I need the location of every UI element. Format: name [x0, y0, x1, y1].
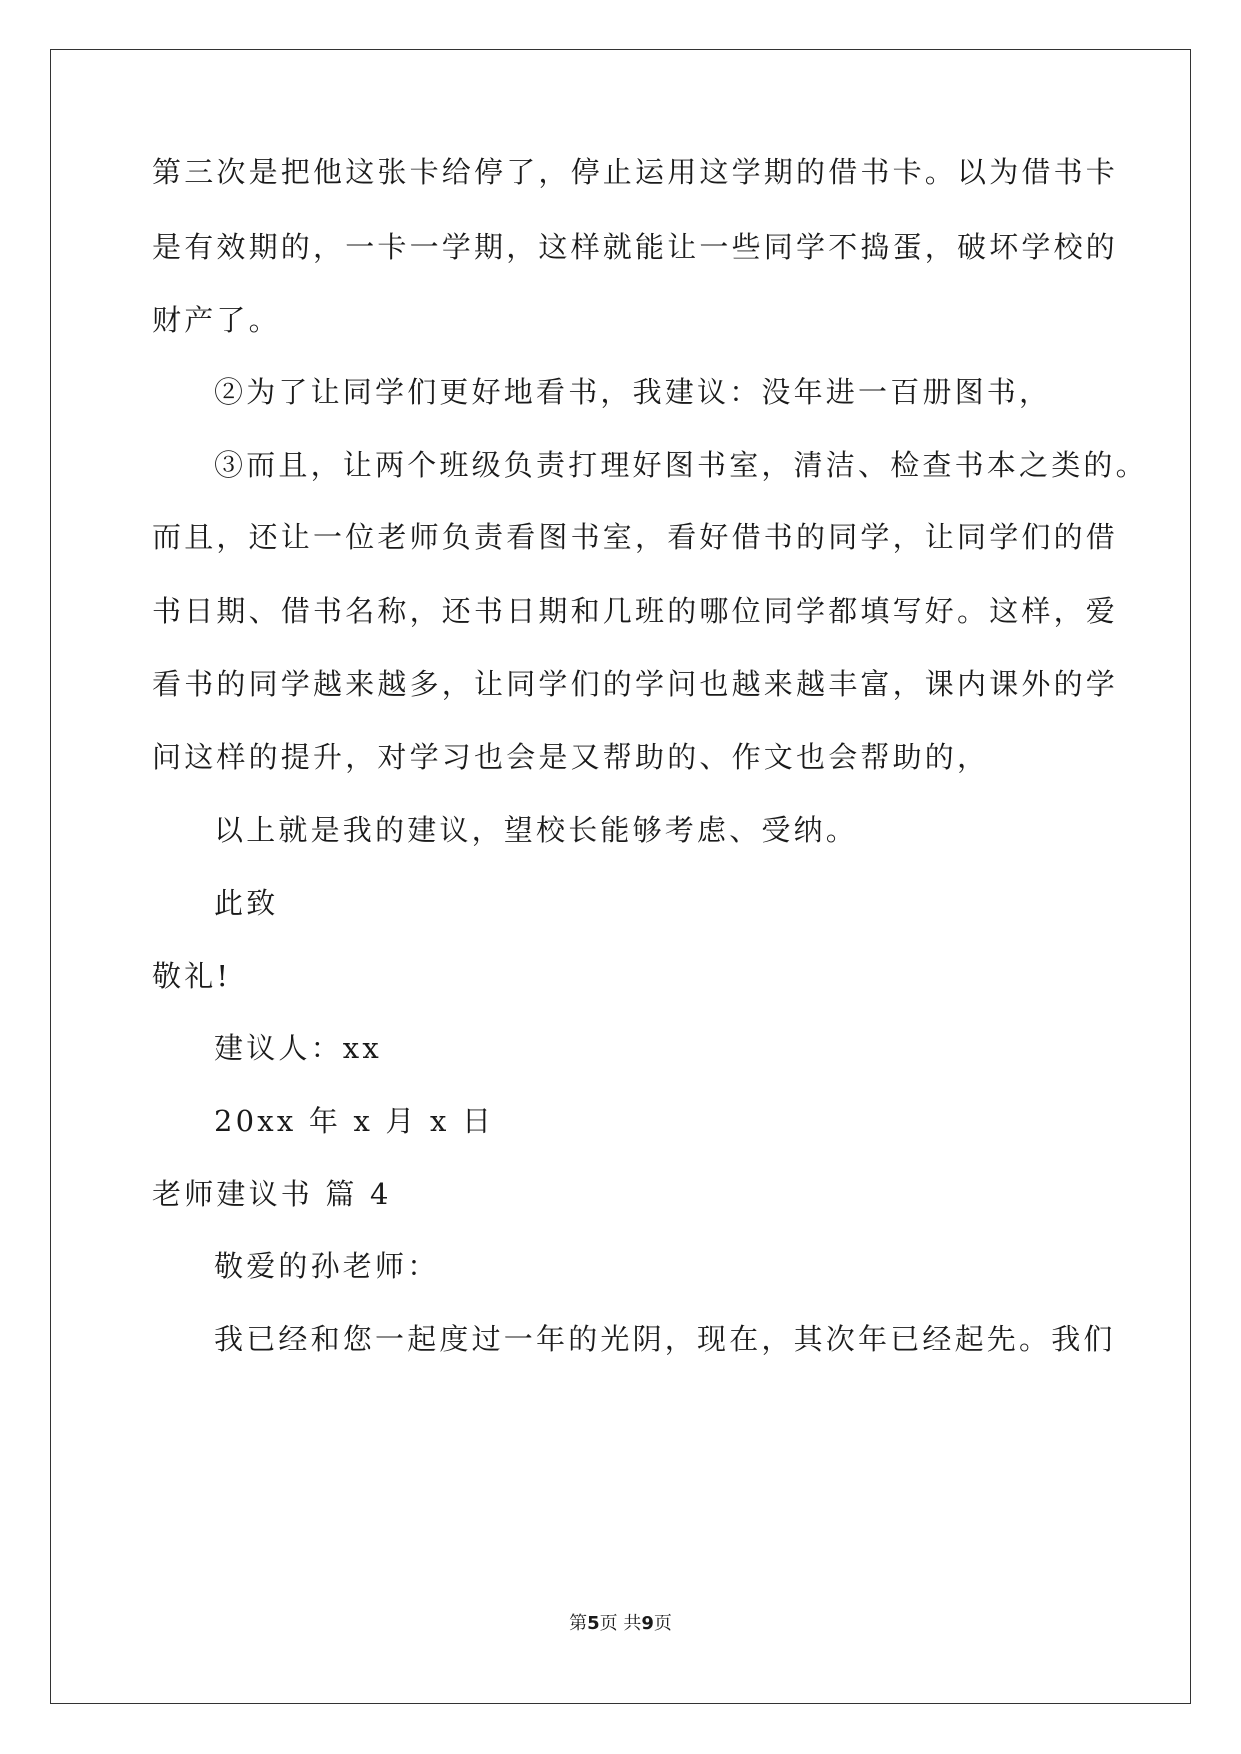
- body-line-1: 第三次是把他这张卡给停了，停止运用这学期的借书卡。以为借书卡: [152, 155, 1119, 189]
- footer-total-pages: 9: [641, 1613, 654, 1634]
- page-footer: [0, 1612, 1241, 1636]
- signer-line: 建议人：xx: [214, 1031, 382, 1065]
- body-line-3: 财产了。: [152, 303, 281, 337]
- salutation-cizhi: 此致: [214, 886, 279, 920]
- footer-suffix: 页: [653, 1613, 672, 1634]
- salutation-jingli: 敬礼!: [152, 959, 232, 993]
- body-line-2: 是有效期的，一卡一学期，这样就能让一些同学不捣蛋，破坏学校的: [152, 230, 1119, 264]
- body-line-6: 而且，还让一位老师负责看图书室，看好借书的同学，让同学们的借: [152, 520, 1119, 554]
- body-line-7: 书日期、借书名称，还书日期和几班的哪位同学都填写好。这样，爱: [152, 594, 1119, 628]
- body-line-5: ③而且，让两个班级负责打理好图书室，清洁、检查书本之类的。: [214, 448, 1148, 482]
- body-line-8: 看书的同学越来越多，让同学们的学问也越来越丰富，课内课外的学: [152, 667, 1119, 701]
- date-line: 20xx 年 x 月 x 日: [214, 1104, 495, 1138]
- letter-greeting: 敬爱的孙老师：: [214, 1249, 440, 1283]
- section-heading: 老师建议书 篇 4: [152, 1177, 392, 1211]
- body-line-4: ②为了让同学们更好地看书，我建议：没年进一百册图书，: [214, 375, 1052, 409]
- letter-body-line-1: 我已经和您一起度过一年的光阴，现在，其次年已经起先。我们: [214, 1322, 1116, 1356]
- footer-prefix: 第: [569, 1613, 588, 1634]
- footer-current-page: 5: [587, 1613, 600, 1634]
- page-border: [50, 49, 1191, 1704]
- body-line-9: 问这样的提升，对学习也会是又帮助的、作文也会帮助的，: [152, 740, 990, 774]
- closing-sentence: 以上就是我的建议，望校长能够考虑、受纳。: [214, 813, 859, 847]
- footer-middle: 页 共: [599, 1613, 642, 1634]
